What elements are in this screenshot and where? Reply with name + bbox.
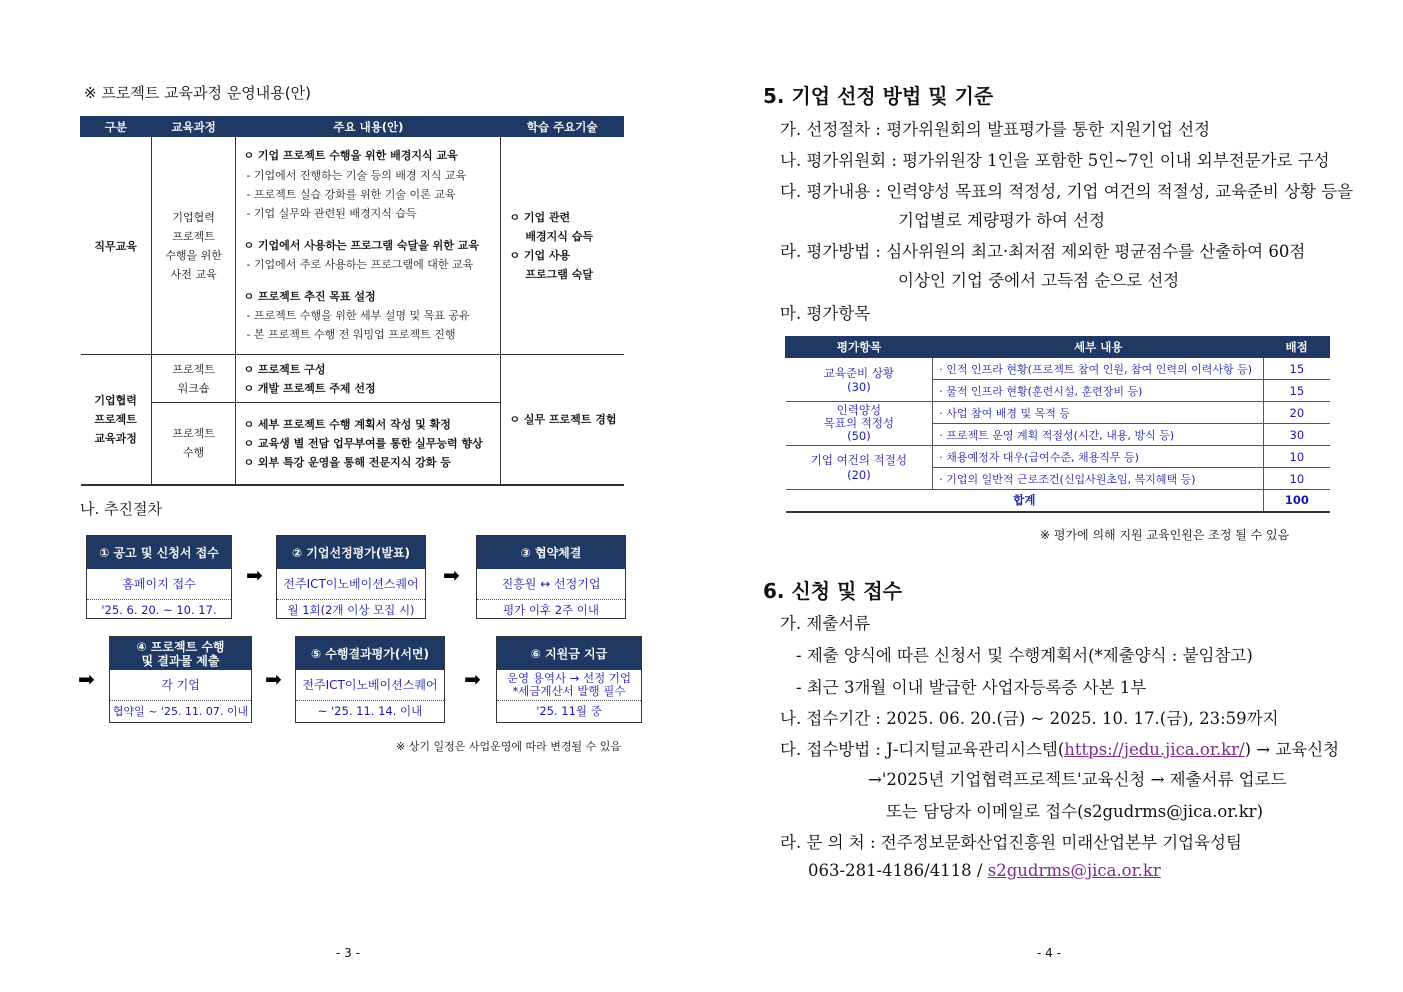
- arrow-right-icon: ➡: [265, 667, 282, 691]
- page-number: - 3 -: [336, 946, 360, 960]
- sec6-line: 또는 담당자 이메일로 접수(s2gudrms@jica.or.kr): [886, 802, 1264, 821]
- step-4: ④ 프로젝트 수행 및 결과물 제출 각 기업 협약일 ~ '25. 11. 07. 이내: [109, 636, 252, 723]
- table-row: 인력양성 목표의 적정성 (50) · 사업 참여 배경 및 목적 등 20: [786, 402, 1330, 424]
- arrow-right-icon: ➡: [78, 667, 95, 691]
- section-5-title: 5. 기업 선정 방법 및 기준: [763, 84, 994, 108]
- header-score: 배점: [1264, 337, 1330, 358]
- step-5: ⑤ 수행결과평가(서면) 전주ICT이노베이션스퀘어 ~ '25. 11. 14. 이내: [295, 636, 445, 723]
- skills-cell: ㅇ 기업 관련 배경지식 습득 ㅇ 기업 사용 프로그램 숙달: [501, 137, 624, 355]
- arrow-right-icon: ➡: [246, 563, 263, 587]
- table-row: [81, 137, 624, 355]
- sec6-line: 가. 제출서류: [780, 614, 871, 633]
- table-row: 교육준비 상황 (30) · 인적 인프라 현황(프로젝트 참여 인원, 참여 인력의 이력사항 등) 15: [786, 358, 1330, 380]
- note-title: ※ 프로젝트 교육과정 운영내용(안): [84, 84, 311, 102]
- sec5-line: 이상인 기업 중에서 고득점 순으로 선정: [898, 271, 1180, 290]
- email-link[interactable]: s2gudrms@jica.or.kr: [987, 861, 1161, 880]
- evaluation-note: ※ 평가에 의해 지원 교육인원은 조정 될 수 있음: [1040, 528, 1290, 542]
- course-cell: 프로젝트 워크숍: [151, 355, 236, 403]
- sec5-line: 라. 평가방법 : 심사위원의 최고·최저점 제외한 평균점수를 산출하여 60점: [780, 242, 1306, 261]
- header-detail: 세부 내용: [933, 337, 1264, 358]
- sec6-line: - 제출 양식에 따른 신청서 및 수행계획서(*제출양식 : 붙임참고): [796, 646, 1253, 665]
- step-3: ③ 협약체결 진흥원 ↔ 선정기업 평가 이후 2주 이내: [476, 535, 626, 619]
- arrow-right-icon: ➡: [464, 667, 481, 691]
- table-row: · 물적 인프라 현황(훈련시설, 훈련장비 등) 15: [786, 380, 1330, 402]
- sec6-line: 나. 접수기간 : 2025. 06. 20.(금) ~ 2025. 10. 17.(금), 23:59까지: [780, 709, 1279, 728]
- table-row: · 기업의 일반적 근로조건(신입사원초임, 복지혜택 등) 10: [786, 468, 1330, 490]
- sec6-line: 다. 접수방법 : J-디지털교육관리시스템(https://jedu.jica.or.kr/) → 교육신청: [780, 740, 1340, 759]
- sec5-line: 기업별로 계량평가 하여 선정: [898, 211, 1106, 230]
- course-table: [80, 116, 624, 486]
- content-cell: ㅇ 프로젝트 구성 ㅇ 개발 프로젝트 주제 선정: [236, 355, 501, 403]
- header-course: 교육과정: [151, 117, 236, 137]
- category-cell: 기업협력 프로젝트 교육과정: [81, 355, 152, 485]
- header-content: 주요 내용(안): [236, 117, 501, 137]
- header-item: 평가항목: [786, 337, 933, 358]
- arrow-right-icon: ➡: [443, 563, 460, 587]
- sec6-line: - 최근 3개월 이내 발급한 사업자등록증 사본 1부: [796, 678, 1147, 697]
- table-row: · 프로젝트 운영 계획 적절성(시간, 내용, 방식 등) 30: [786, 424, 1330, 446]
- sec5-line: 나. 평가위원회 : 평가위원장 1인을 포함한 5인~7인 이내 외부전문가로 구성: [780, 151, 1330, 170]
- section-6-title: 6. 신청 및 접수: [763, 579, 903, 603]
- sec5-line: 다. 평가내용 : 인력양성 목표의 적정성, 기업 여건의 적절성, 교육준비 상황 등을: [780, 182, 1354, 201]
- course-cell: 프로젝트 수행: [151, 403, 236, 485]
- table-row: [81, 355, 624, 403]
- schedule-note: ※ 상기 일정은 사업운영에 따라 변경될 수 있음: [396, 740, 621, 753]
- table-row: 기업 여건의 적절성 (20) · 채용예정자 대우(급여수준, 채용직무 등) 10: [786, 446, 1330, 468]
- procedure-title: 나. 추진절차: [80, 500, 162, 518]
- evaluation-table: [785, 336, 1330, 513]
- page-number: - 4 -: [1037, 946, 1061, 960]
- course-cell: 기업협력 프로젝트 수행을 위한 사전 교육: [151, 137, 236, 355]
- skills-cell: ㅇ 실무 프로젝트 경험: [501, 355, 624, 485]
- category-cell: 직무교육: [81, 137, 152, 355]
- header-category: 구분: [81, 117, 152, 137]
- total-row: 합계 100: [786, 490, 1330, 512]
- sec5-line: 마. 평가항목: [780, 304, 871, 323]
- sec6-line: →'2025년 기업협력프로젝트'교육신청 → 제출서류 업로드: [868, 770, 1287, 789]
- jedu-link[interactable]: https://jedu.jica.or.kr/: [1064, 740, 1245, 759]
- step-6: ⑥ 지원금 지급 운영 용역사 → 선정 기업 *세금계산서 발행 필수 '25. 11월 중: [496, 636, 642, 723]
- content-cell: ㅇ 기업 프로젝트 수행을 위한 배경지식 교육 - 기업에서 진행하는 기술 등의 배경 지식 교육 - 프로젝트 실습 강화를 위한 기술 이론 교육 - 기업 실무와 관련된 배경지식 습득 ㅇ 기업에서 사용하는 프로그램 숙달을 위한 교육 - 기업에서 주로 사용하는 프로그램에 대한 교육 ㅇ 프로젝트 추진 목표 설정 - 프로젝트 수행을 위한 세부 설명 및 목표 공유 - 본 프로젝트 수행 전 워밍업 프로젝트 진행: [236, 137, 501, 355]
- sec6-line: 063-281-4186/4118 / s2gudrms@jica.or.kr: [808, 861, 1161, 880]
- sec5-line: 가. 선정절차 : 평가위원회의 발표평가를 통한 지원기업 선정: [780, 120, 1211, 139]
- content-cell: ㅇ 세부 프로젝트 수행 계획서 작성 및 확정 ㅇ 교육생 별 전담 업무부여를 통한 실무능력 향상 ㅇ 외부 특강 운영을 통해 전문지식 강화 등: [236, 403, 501, 485]
- step-2: ② 기업선정평가(발표) 전주ICT이노베이션스퀘어 월 1회(2개 이상 모집 시): [276, 535, 426, 619]
- step-1: ① 공고 및 신청서 접수 홈페이지 접수 '25. 6. 20. ~ 10. 17.: [86, 535, 232, 619]
- sec6-line: 라. 문 의 처 : 전주정보문화산업진흥원 미래산업본부 기업육성팀: [780, 833, 1242, 852]
- header-skills: 학습 주요기술: [501, 117, 624, 137]
